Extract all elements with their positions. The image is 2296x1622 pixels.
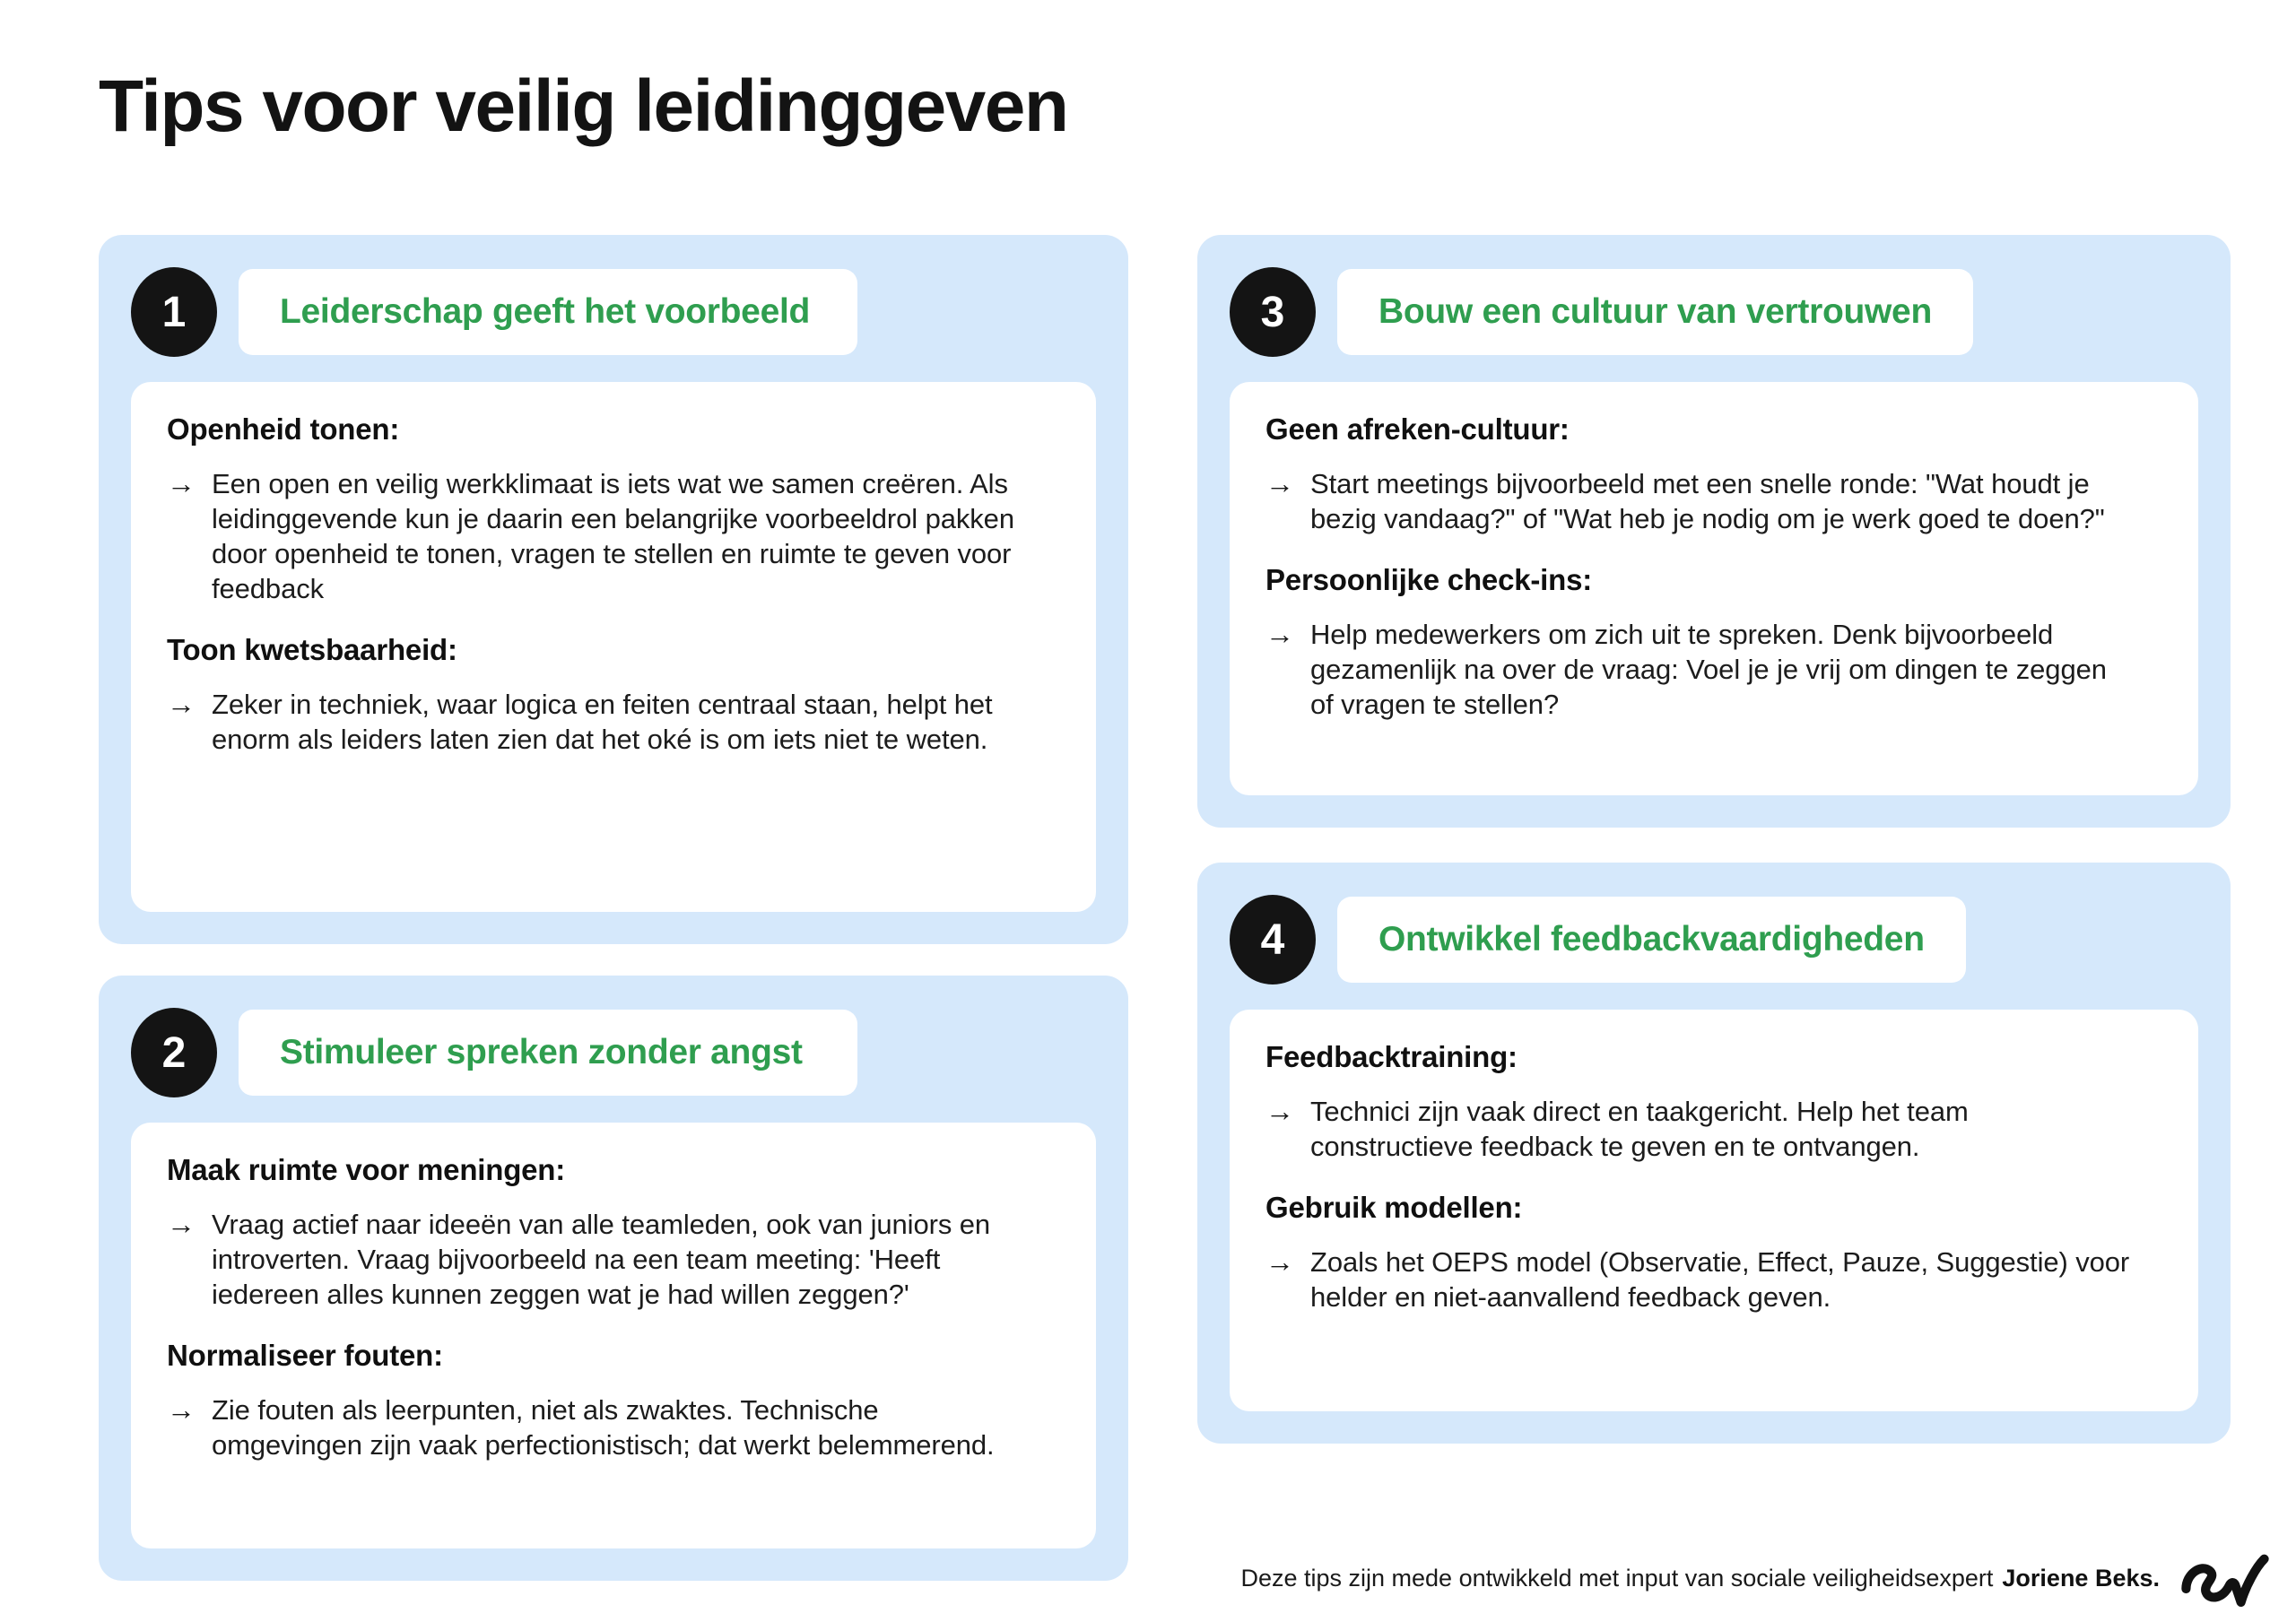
- tip-card-1: [99, 235, 1128, 944]
- bullet-item: [1265, 617, 2135, 722]
- bullet-text: Zeker in techniek, waar logica en feiten centraal staan, helpt het enorm als leiders laten zien dat het oké is om iets niet te weten.: [212, 689, 993, 755]
- card-1-title-box: [239, 269, 857, 355]
- card-3-section-2: [1265, 563, 2162, 722]
- card-4-number-badge: 4: [1230, 895, 1316, 984]
- section-heading: Persoonlijke check-ins:: [1265, 563, 1593, 596]
- bullet-text: Technici zijn vaak direct en taakgericht. Help het team constructieve feedback te geven en te ontvangen.: [1310, 1096, 1969, 1162]
- card-4-body: [1230, 1010, 2198, 1411]
- bullet-item: [167, 1207, 1033, 1312]
- arrow-icon: →: [167, 1208, 196, 1240]
- card-3-title-box: [1337, 269, 1973, 355]
- bullet-text: Vraag actief naar ideeën van alle teamleden, ook van juniors en introverten. Vraag bijvoorbeeld na een team meeting: 'Heeft iedereen alles kunnen zeggen wat je had willen zeggen?': [212, 1209, 991, 1310]
- card-1-header: [131, 267, 1096, 357]
- section-heading: Gebruik modellen:: [1265, 1191, 1523, 1224]
- bullet-item: [167, 1392, 1033, 1462]
- card-3-number-badge: 3: [1230, 267, 1316, 357]
- card-4-header: [1230, 895, 2198, 984]
- footer-text: Deze tips zijn mede ontwikkeld met input van sociale veiligheidsexpert: [1240, 1564, 1994, 1592]
- card-2-title-box: [239, 1010, 857, 1096]
- section-heading: Openheid tonen:: [167, 412, 400, 446]
- arrow-icon: →: [1265, 618, 1294, 650]
- card-4-section-1: [1265, 1040, 2162, 1164]
- bullet-item: [1265, 1094, 2135, 1164]
- arrow-icon: →: [1265, 1095, 1294, 1127]
- bullet-text: Help medewerkers om zich uit te spreken. Denk bijvoorbeeld gezamenlijk na over de vraag: Voel je je vrij om dingen te zeggen of vragen te stellen?: [1310, 619, 2107, 720]
- section-heading: Feedbacktraining:: [1265, 1040, 1518, 1073]
- arrow-icon: →: [1265, 467, 1294, 499]
- card-1-body: [131, 382, 1096, 912]
- sv-logo-icon: [2179, 1540, 2271, 1616]
- card-3-body: [1230, 382, 2198, 795]
- card-3-section-1: [1265, 412, 2162, 536]
- card-3-title: Bouw een cultuur van vertrouwen: [1378, 292, 1932, 331]
- section-heading: Maak ruimte voor meningen:: [167, 1153, 566, 1186]
- bullet-text: Zie fouten als leerpunten, niet als zwaktes. Technische omgevingen zijn vaak perfectionistisch; dat werkt belemmerend.: [212, 1394, 995, 1461]
- card-1-section-2: [167, 633, 1060, 757]
- bullet-item: [1265, 466, 2135, 536]
- card-1-section-1: [167, 412, 1060, 606]
- bullet-text: Een open en veilig werkklimaat is iets wat we samen creëren. Als leidinggevende kun je daarin een belangrijke voorbeeldrol pakken door openheid te tonen, vragen te stellen en ruimte te geven voor feedback: [212, 468, 1014, 604]
- card-2-number-badge: 2: [131, 1008, 217, 1097]
- card-2-section-1: [167, 1153, 1060, 1312]
- card-1-number-badge: 1: [131, 267, 217, 357]
- bullet-text: Start meetings bijvoorbeeld met een snelle ronde: "Wat houdt je bezig vandaag?" of "Wat heb je nodig om je werk goed te doen?": [1310, 468, 2105, 534]
- bullet-item: [167, 466, 1033, 606]
- footer: [1240, 1540, 2271, 1616]
- card-4-section-2: [1265, 1191, 2162, 1314]
- bullet-text: Zoals het OEPS model (Observatie, Effect, Pauze, Suggestie) voor helder en niet-aanvallend feedback geven.: [1310, 1246, 2130, 1313]
- section-heading: Geen afreken-cultuur:: [1265, 412, 1570, 446]
- card-3-header: [1230, 267, 2198, 357]
- tip-card-4: [1197, 863, 2231, 1444]
- footer-credit: Joriene Beks.: [2002, 1564, 2160, 1592]
- tip-card-2: [99, 976, 1128, 1581]
- section-heading: Toon kwetsbaarheid:: [167, 633, 457, 666]
- arrow-icon: →: [167, 1393, 196, 1426]
- card-2-title: Stimuleer spreken zonder angst: [280, 1033, 803, 1071]
- arrow-icon: →: [167, 467, 196, 499]
- section-heading: Normaliseer fouten:: [167, 1339, 443, 1372]
- arrow-icon: →: [167, 688, 196, 720]
- card-4-title-box: [1337, 897, 1966, 983]
- bullet-item: [167, 687, 1033, 757]
- card-2-header: [131, 1008, 1096, 1097]
- card-2-body: [131, 1123, 1096, 1548]
- arrow-icon: →: [1265, 1245, 1294, 1278]
- card-2-section-2: [167, 1339, 1060, 1462]
- page-title: Tips voor veilig leidinggeven: [99, 65, 1068, 147]
- tip-card-3: [1197, 235, 2231, 828]
- card-1-title: Leiderschap geeft het voorbeeld: [280, 292, 811, 331]
- card-4-title: Ontwikkel feedbackvaardigheden: [1378, 920, 1925, 958]
- bullet-item: [1265, 1245, 2135, 1314]
